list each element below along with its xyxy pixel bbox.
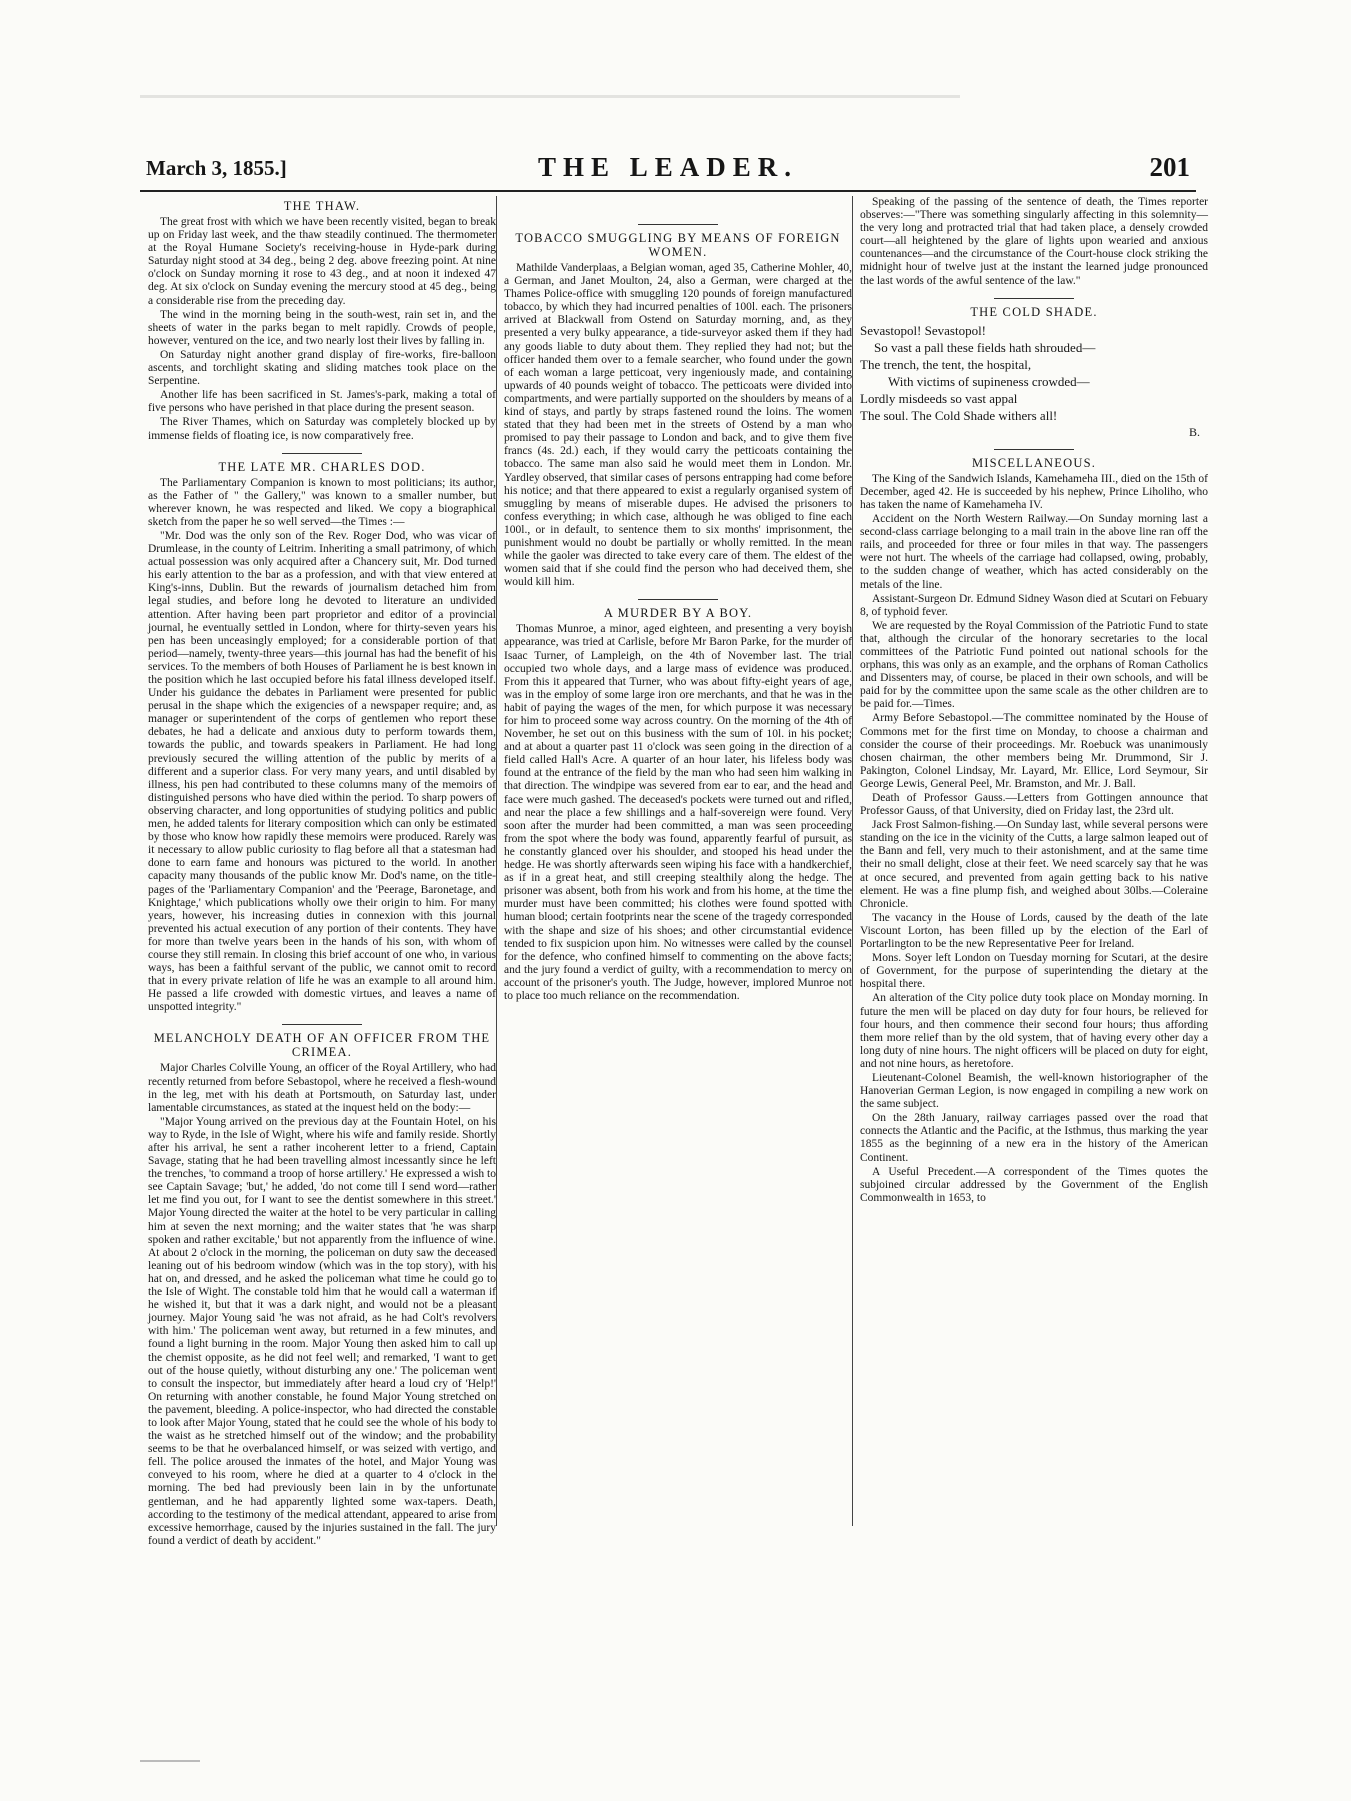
paragraph: The River Thames, which on Saturday was completely blocked up by immense fields of floating ice, is now comparatively free. <box>148 416 496 442</box>
poem-line: So vast a pall these fields hath shrouded— <box>874 339 1096 355</box>
column-divider <box>852 196 853 1526</box>
news-item: On the 28th January, railway carriages passed over the road that connects the Atlantic and the Pacific, at the Isthmus, thus marking the year 1855 as the beginning of a new era in the history of the American Continent. <box>860 1112 1208 1164</box>
article-heading: THE LATE MR. CHARLES DOD. <box>218 459 426 474</box>
article-heading: MISCELLANEOUS. <box>971 455 1097 470</box>
paragraph: Another life has been sacrificed in St. James's-park, making a total of five persons who have perished in that place during the present season. <box>148 389 496 415</box>
section-divider <box>282 453 362 454</box>
article-murder <box>504 606 852 1003</box>
news-item: Accident on the North Western Railway.—On Sunday morning last a second-class carriage belonging to a mail train in the above line ran off the rails, and proceeded for three or four miles in that way. The passengers were not hurt. The wheels of the carriage had collapsed, owing, probably, to the sudden change of weather, which has acted considerably on the metals of the line. <box>860 513 1208 591</box>
column-divider <box>496 196 497 1526</box>
paragraph: The great frost with which we have been recently visited, began to break up on Friday last week, and the thaw steadily continued. The thermometer at the Royal Humane Society's receiving-house in Hyde-park during Saturday night stood at 34 deg., being 2 deg. above freezing point. At nine o'clock on Sunday morning it rose to 43 deg., and at noon it indexed 47 deg. At six o'clock on Sunday evening the mercury stood at 45 deg., being a considerable rise from the preceding day. <box>148 216 496 307</box>
poem-cold-shade <box>860 305 1208 439</box>
article-thaw <box>148 199 496 443</box>
paragraph: "Mr. Dod was the only son of the Rev. Roger Dod, who was vicar of Drumlease, in the county of Leitrim. Inheriting a small patrimony, of which actual possession was only acquired after a Chancery suit, Mr. Dod turned his early attention to the bar as a profession, and with that view entered at King's-inns, Dublin. But the rewards of journalism detached him from legal studies, and before long he devoted to literature an undivided attention. After having been part proprietor and editor of a provincial journal, he eventually settled in London, where for thirty-seven years his pen has been unceasingly employed; for a considerable portion of that period—namely, twenty-three years—this journal has had the benefit of his services. To the members of both Houses of Parliament he is best known in the position which he last occupied before his fatal illness developed itself. Under his guidance the debates in Parliament were presented for public perusal in the shape which the exigencies of a newspaper require; and, as manager or superintendent of the corps of gentlemen who report these debates, he had a delicate and anxious duty to perform towards them, towards the public, and towards speakers in Parliament. He had long previously secured the willing attention of the public by merits of a different and a superior class. For very many years, and until disabled by illness, his pen had contributed to these columns many of the memoirs of distinguished persons who have died within the period. To sharp powers of observing character, and long opportunities of studying politics and public men, he added talents for literary composition which can only be estimated by those who know how rapidly these memoirs were produced. Rarely was it necessary to allow public curiosity to flag before all that a statesman had done to earn fame and honours was pictured to the world. In another capacity many thousands of the public know Mr. Dod's name, on the title-pages of the 'Parliamentary Companion' and the 'Peerage, Baronetage, and Knightage,' which publications wholly owe their origin to him. For many years, however, his increasing duties in connexion with this journal prevented his actual execution of any portion of their contents. They have for more than twelve years been in the hands of his son, with whom of course they still remain. In closing this brief account of one who, in various ways, has been a faithful servant of the public, we cannot omit to record that in every private relation of life he was an example to all around him. He passed a life crowded with domestic virtues, and leaves a name of unspotted integrity." <box>148 529 496 1014</box>
poem-line: With victims of supineness crowded— <box>888 373 1090 389</box>
article-heading: MELANCHOLY DEATH OF AN OFFICER FROM THE CRIMEA. <box>153 1031 491 1060</box>
poem-signature: B. <box>1188 424 1200 439</box>
newspaper-title: THE LEADER. <box>537 152 799 182</box>
page-number: 201 <box>1149 152 1190 182</box>
scan-artifact <box>140 1760 200 1762</box>
paragraph: The wind in the morning being in the south-west, rain set in, and the sheets of water in the parks began to melt rapidly. Crowds of people, however, ventured on the ice, and two nearly lost their lives by falling in. <box>148 308 496 347</box>
section-divider <box>994 449 1074 450</box>
page-header <box>140 148 1196 188</box>
news-item: An alteration of the City police duty took place on Monday morning. In future the men will be placed on day duty for four hours, be relieved for four hours, and then commence their second four hours; thus affording them more relief than by the old system, that of having every other day a long duty of nine hours. The night officers will be placed on duty for eight, and not nine hours, as heretofore. <box>860 992 1208 1070</box>
news-item: We are requested by the Royal Commission of the Patriotic Fund to state that, although the circular of the honorary secretaries to the local committees of the Patriotic Fund pointed out national schools for the orphans, this was only as an example, and the orphans of Roman Catholics and Dissenters may, of course, be placed in their own schools, and will be paid for by the committee upon the same scale as the other children are to be paid for.—Times. <box>860 619 1208 711</box>
scan-artifact <box>140 95 960 98</box>
paragraph: Major Charles Colville Young, an officer of the Royal Artillery, who had recently returned from before Sebastopol, where he received a flesh-wound in the leg, met with his death at Portsmouth, on Saturday last, under lamentable circumstances, as stated at the inquest held on the body:— <box>148 1062 496 1114</box>
paragraph: Thomas Munroe, a minor, aged eighteen, and presenting a very boyish appearance, was tried at Carlisle, before Mr Baron Parke, for the murder of Isaac Turner, of Lampleigh, on the 4th of November last. The trial occupied two whole days, and a large mass of evidence was produced. From this it appeared that Turner, who was about fifty-eight years of age, was in the employ of some large iron ore merchants, and that he was in the habit of paying the wages of the men, for which purpose it was necessary for him to proceed some way across country. On the morning of the 4th of November, he set out on this business with the sum of 10l. in his pocket; and at about a quarter past 11 o'clock was seen going in the direction of a field called Hall's Acre. A quarter of an hour later, his lifeless body was found at the entrance of the field by the man who had seen him walking in that direction. The windpipe was severed from ear to ear, and the head and face were much gashed. The deceased's pockets were turned out and rifled, and near the place a few shillings and a half-sovereign were found. Very soon after the murder had been committed, a man was seen proceeding from the spot where the body was found, apparently fearful of pursuit, as he constantly glanced over his shoulder, and stooped his head under the hedge. He was shortly afterwards seen wiping his face with a handkerchief, as if in a great heat, and still creeping stealthily along the hedge. The prisoner was absent, both from his work and from his home, at the time the murder must have been committed; his clothes were found spotted with human blood; certain footprints near the scene of the tragedy corresponded with the shape and size of his shoes; and other circumstantial evidence tended to fix suspicion upon him. No witnesses were called by the counsel for the defence, who confined himself to commenting on the above facts; and the jury found a verdict of guilty, with a recommendation to mercy on account of the prisoner's youth. The Judge, however, implored Munroe not to place too much reliance on the recommendation. <box>504 623 852 1002</box>
news-item: The King of the Sandwich Islands, Kamehameha III., died on the 15th of December, aged 42. He is succeeded by his nephew, Prince Liholiho, who has taken the name of Kamehameha IV. <box>860 472 1208 511</box>
spacer <box>504 196 852 214</box>
paragraph: Mathilde Vanderplaas, a Belgian woman, aged 35, Catherine Mohler, 40, a German, and Janet Moulton, 24, also a German, were charged at the Thames Police-office with smuggling 120 pounds of foreign manufactured tobacco, by which they had incurred penalties of 100l. each. The prisoners arrived at Blackwall from Ostend on Saturday morning, and, as they presented a very bulky appearance, a tide-surveyor asked them if they had any goods liable to duty about them. They replied they had not; but the officer handed them over to a female searcher, who found under the gown of each woman a large petticoat, very ingeniously made, and containing upwards of 40 pounds weight of tobacco. The petticoats were divided into compartments, and were partially supported on the shoulders by means of a kind of stays, and partly by straps fastened round the loins. The women stated that they had been met in the streets of Ostend by a man who promised to pay their passage to London and back, and to give them five francs (4s. 2d.) each, if they would carry the petticoats containing the tobacco. The same man also said he would meet them in London. Mr. Yardley observed, that similar cases of persons entrapping had come before his notice; and that there appeared to exist a regularly organised system of smuggling by means of miserable dupes. He advised the prisoners to confess everything; in which case, although he was obliged to fine each 100l., or in default, to sentence them to six months' imprisonment, the punishment would no doubt be partially or wholly remitted. In the mean while the gaoler was directed to take every care of them. The eldest of the women said that if she could find the person who had deceived them, she would kill him. <box>504 262 852 589</box>
section-divider <box>282 1024 362 1025</box>
poem-line: The soul. The Cold Shade withers all! <box>860 407 1058 423</box>
section-divider <box>638 599 718 600</box>
poem-heading: THE COLD SHADE. <box>970 304 1098 319</box>
news-item: A Useful Precedent.—A correspondent of the Times quotes the subjoined circular addressed by the Government of the English Commonwealth in 1653, to <box>860 1165 1208 1204</box>
article-tobacco <box>504 231 852 589</box>
news-item: Army Before Sebastopol.—The committee nominated by the House of Commons met for the first time on Monday, to choose a chairman and consider the course of their proceedings. Mr. Roebuck was unanimously chosen chairman, the other members being Mr. Drummond, Sir J. Pakington, Colonel Lindsay, Mr. Layard, Mr. Ellice, Lord Seymour, Sir George Lewis, General Peel, Mr. Bramston, and Mr. J. Ball. <box>860 712 1208 790</box>
news-item: Death of Professor Gauss.—Letters from Gottingen announce that Professor Gauss, of that University, died on Friday last, the 23rd ult. <box>860 792 1208 818</box>
poem-body <box>860 322 1208 424</box>
paragraph: The Parliamentary Companion is known to most politicians; its author, as the Father of " the Gallery," was known to a smaller number, but wherever known, he was respected and liked. We copy a biographical sketch from the paper he so well served—the Times :— <box>148 476 496 528</box>
news-item: The vacancy in the House of Lords, caused by the death of the late Viscount Lorton, has been filled up by the election of the Earl of Portarlington to be the new Representative Peer for Ireland. <box>860 911 1208 951</box>
poem-line: Sevastopol! Sevastopol! <box>860 322 987 338</box>
article-miscellaneous <box>860 456 1208 1205</box>
article-heading: THE THAW. <box>283 199 361 213</box>
paragraph: "Major Young arrived on the previous day at the Fountain Hotel, on his way to Ryde, in the Isle of Wight, where his wife and family reside. Shortly after his arrival, he sent a rather incoherent letter to a friend, Captain Savage, stating that he had been travelling almost incessantly since he left the trenches, 'to command a troop of horse artillery.' He expressed a wish to see Captain Savage; 'but,' he added, 'do not come till I send word—rather let me find you out, for I want to see the dentist somewhere in this street.' Major Young directed the waiter at the hotel to be very particular in calling him at seven the next morning; and the waiter states that 'he was sharp spoken and rather excitable,' but not apparently from the influence of wine. At about 2 o'clock in the morning, the policeman on duty saw the deceased leaning out of his bedroom window (which was in the top story), with his hat on, and dressed, and he asked the policeman what time he could go to the Isle of Wight. The constable told him that he would call a waterman if he wished it, but that it was a dark night, and would not be a pleasant journey. Major Young said 'he was not afraid, as he had Colt's revolvers with him.' The policeman went away, but returned in a few minutes, and found a light burning in the room. Major Young then asked him to call up the chemist opposite, as he did not feel well; and remarked, 'I want to get out of the house quietly, without disturbing any one.' The policeman went to consult the inspector, but immediately after heard a loud cry of 'Help!' On returning with another constable, he found Major Young stretched on the pavement, bleeding. A police-inspector, who had directed the constable to look after Major Young, stated that he could see the whole of his body to the waist as he stretched himself out of the window; and the probability seems to be that he overbalanced himself, or was seized with vertigo, and fell. The police aroused the inmates of the hotel, and Major Young was conveyed to his room, where he died at a quarter to 4 o'clock in the morning. The bed had previously been lain in by the unfortunate gentleman, and he had apparently lighted some wax-tapers. Death, according to the testimony of the medical attendant, appeared to arise from excessive hemorrhage, caused by the injuries sustained in the fall. The jury found a verdict of death by accident." <box>148 1115 496 1547</box>
issue-date: March 3, 1855.] <box>146 156 287 180</box>
column-2 <box>504 196 852 1526</box>
article-dod <box>148 460 496 1015</box>
poem-line: Lordly misdeeds so vast appal <box>860 390 1018 406</box>
section-divider <box>994 298 1074 299</box>
section-divider <box>638 224 718 225</box>
header-rule <box>140 190 1196 192</box>
article-officer <box>148 1031 496 1547</box>
paragraph: On Saturday night another grand display of fire-works, fire-balloon ascents, and torchlight skating and sliding matches took place on the Serpentine. <box>148 348 496 388</box>
news-item: Mons. Soyer left London on Tuesday morning for Scutari, at the desire of Government, for the purpose of superintending the dietary at the hospital there. <box>860 952 1208 991</box>
column-1 <box>148 196 496 1547</box>
news-item: Assistant-Surgeon Dr. Edmund Sidney Wason died at Scutari on Febuary 8, of typhoid fever. <box>860 592 1208 618</box>
column-3 <box>860 196 1208 1526</box>
article-heading: A MURDER BY A BOY. <box>603 606 753 621</box>
poem-line: The trench, the tent, the hospital, <box>860 356 1032 372</box>
news-item: Jack Frost Salmon-fishing.—On Sunday last, while several persons were standing on the ice in the vicinity of the Cutts, a large salmon leaped out of the Bann and fell, very much to their astonishment, and at the same time their no small delight, close at their feet. We need scarcely say that he was at once secured, and prevented from again getting back to his native element. He was a fine plump fish, and weighed about 30lbs.—Coleraine Chronicle. <box>860 819 1208 910</box>
paragraph: Speaking of the passing of the sentence of death, the Times reporter observes:—"There was something singularly affecting in this solemnity—the very long and protracted trial that had taken place, a densely crowded court—all heightened by the glare of lights upon wearied and anxious countenances—and the circumstance of the Court-house clock striking the midnight hour of twelve just at the instant the learned judge pronounced the last words of the awful sentence of the law." <box>860 196 1208 287</box>
article-heading: TOBACCO SMUGGLING BY MEANS OF FOREIGN WOMEN. <box>515 231 841 259</box>
news-item: Lieutenant-Colonel Beamish, the well-known historiographer of the Hanoverian German Legion, is now engaged in compiling a new work on the same subject. <box>860 1071 1208 1111</box>
